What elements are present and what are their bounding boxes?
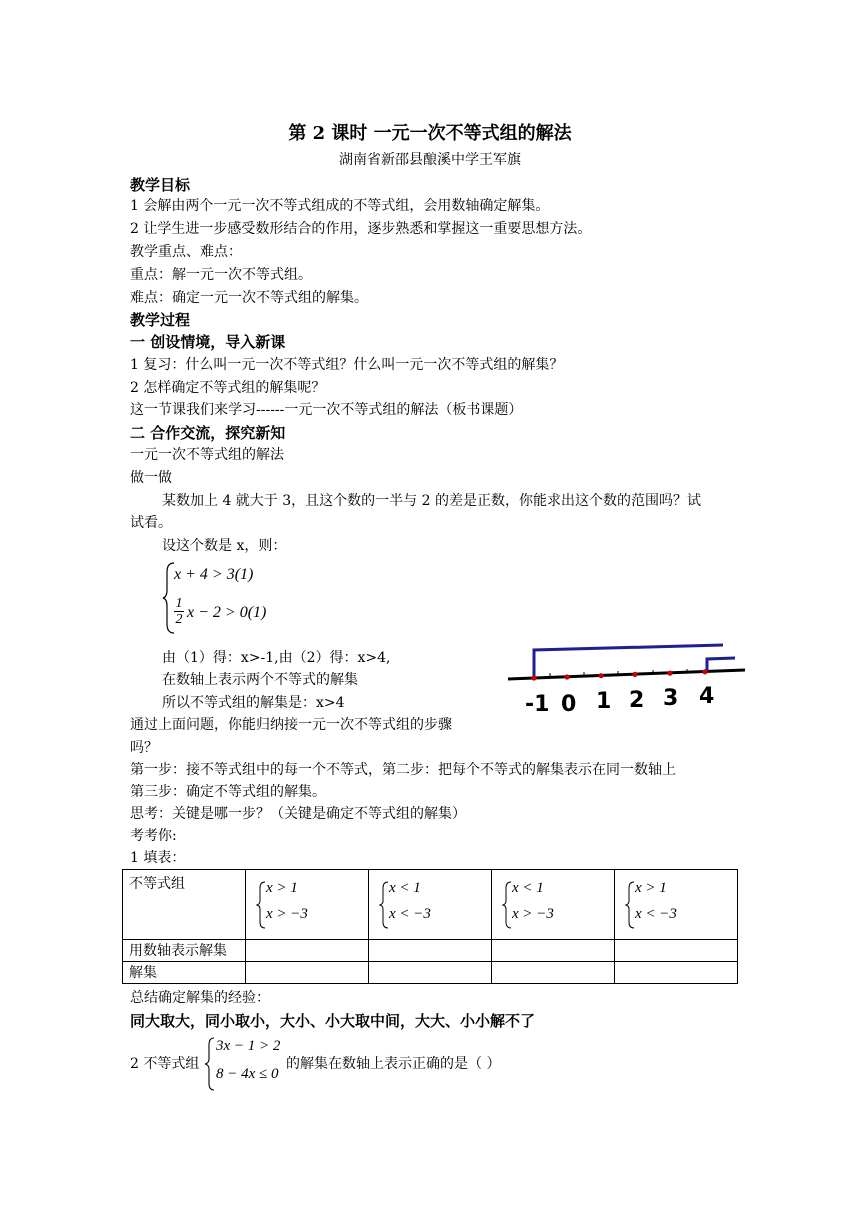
axis-label: 1 [596,689,612,714]
empty-cell[interactable] [369,940,492,962]
axis-label: -1 [525,692,550,717]
key-point: 重点：解一元一次不等式组。 [130,267,312,283]
show-line: 在数轴上表示两个不等式的解集 [162,672,358,688]
inequality-system [162,560,282,636]
empty-cell[interactable] [369,962,492,984]
empty-cell[interactable] [246,940,369,962]
system-ineq-b: x > −3 [512,906,554,922]
question2-suffix: 的解集在数轴上表示正确的是（ ） [286,1056,501,1072]
system-ineq-a: x < 1 [389,880,421,896]
part2-heading: 二 合作交流，探究新知 [130,424,286,442]
problem-text: 某数加上 4 就大于 3，且这个数的一半与 2 的差是正数，你能求出这个数的范围吗？试 [162,493,701,509]
empty-cell[interactable] [246,962,369,984]
system-ineq-a: x > 1 [266,880,298,896]
equation-1: x + 4 > 3(1) [174,566,254,583]
objective-item: 1 会解由两个一元一次不等式组成的不等式组，会用数轴确定解集。 [130,198,550,214]
page-title: 第 2 课时 一元一次不等式组的解法 [288,123,572,144]
number-line-figure [505,638,750,718]
dot [632,672,637,677]
empty-cell[interactable] [615,940,738,962]
let-statement: 设这个数是 x，则： [162,538,287,554]
axis-label: 2 [629,688,645,713]
brace-icon [625,880,635,930]
problem-text-cont: 试看。 [130,515,172,531]
result-line: 所以不等式组的解集是：x>4 [162,695,345,711]
system-ineq-a: x > 1 [635,880,667,896]
brace-icon [256,880,266,930]
part2-sub: 一元一次不等式组的解法 [130,447,284,463]
steps-line: 第一步：接不等式组中的每一个不等式，第二步：把每个不等式的解集表示在同一数轴上 [130,762,676,778]
axis-label: 0 [561,692,577,717]
question2-ineq-b: 8 − 4x ≤ 0 [216,1066,279,1082]
brace-icon [502,880,512,930]
key-heading: 教学重点、难点： [130,244,242,260]
summary-question: 通过上面问题，你能归纳接一元一次不等式组的步骤 [130,717,452,733]
table-row [123,940,738,962]
difficult-point: 难点：确定一元一次不等式组的解集。 [130,290,368,306]
author-line: 湖南省新邵县酿溪中学王军旗 [339,152,521,168]
objectives-heading: 教学目标 [130,176,191,194]
dot [702,669,707,674]
dot [667,671,672,676]
system-ineq-a: x < 1 [512,880,544,896]
quiz-line: 考考你: [130,828,177,844]
fraction-numerator: 1 [175,596,183,611]
brace-icon [379,880,389,930]
brace-icon [204,1036,216,1092]
system-ineq-b: x < −3 [635,906,677,922]
experience-rule: 同大取大，同小取小，大小、小大取中间，大大、小小解不了 [130,1012,536,1030]
system-cell [615,870,738,940]
system-cell [369,870,492,940]
objective-item: 2 让学生进一步感受数形结合的作用，逐步熟悉和掌握这一重要思想方法。 [130,221,592,237]
question2-prefix: 2 不等式组 [130,1056,200,1072]
equation-2-rest: x − 2 > 0(1) [187,604,267,621]
row-header: 用数轴表示解集 [123,940,246,962]
think-line: 思考：关键是哪一步？（关键是确定不等式组的解集） [130,806,466,822]
system-ineq-b: x < −3 [389,906,431,922]
table-row [123,962,738,984]
steps-line: 第三步：确定不等式组的解集。 [130,784,326,800]
activity-label: 做一做 [130,470,172,486]
axis-label: 3 [663,686,679,711]
fraction-denominator: 2 [175,612,183,627]
empty-cell[interactable] [492,962,615,984]
system-ineq-b: x > −3 [266,906,308,922]
table-row [123,870,738,940]
number-line-axis [508,670,745,679]
fill-table [122,869,738,984]
part1-line: 2 怎样确定不等式组的解集呢？ [130,380,326,396]
dot [564,674,569,679]
axis-label: 4 [699,684,715,709]
system-cell [246,870,369,940]
dot [598,673,603,678]
empty-cell[interactable] [615,962,738,984]
question2-ineq-a: 3x − 1 > 2 [216,1038,281,1054]
empty-cell[interactable] [492,940,615,962]
fill-line: 1 填表： [130,850,186,866]
dot [531,675,536,680]
part1-line: 1 复习：什么叫一元一次不等式组？什么叫一元一次不等式组的解集？ [130,357,564,373]
system-cell [492,870,615,940]
row-header: 不等式组 [123,870,246,940]
process-heading: 教学过程 [130,311,191,329]
part1-heading: 一 创设情境，导入新课 [130,333,286,351]
question2-system [204,1036,294,1094]
row-header: 解集 [123,962,246,984]
part1-line: 这一节课我们来学习------一元一次不等式组的解法（板书课题） [130,402,523,418]
fraction [174,596,184,627]
solve-line: 由（1）得：x>-1,由（2）得：x>4, [162,650,391,666]
summary-question-cont: 吗？ [130,740,158,756]
experience-heading: 总结确定解集的经验： [130,990,270,1006]
